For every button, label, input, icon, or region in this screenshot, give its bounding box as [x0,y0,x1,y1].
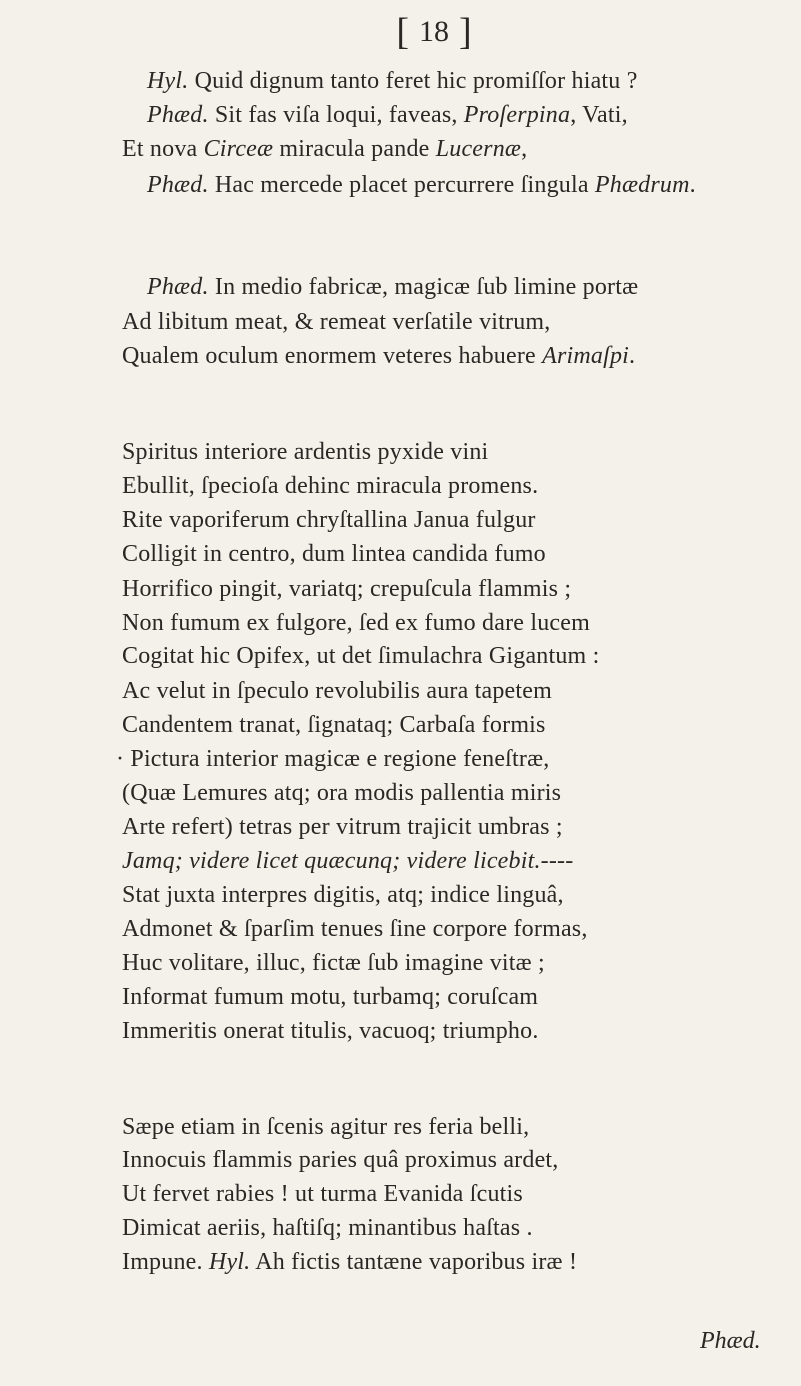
verse-line: Phæd. Hac mercede placet percurrere ſingula Phædrum. [147,172,696,198]
verse-line: Ad libitum meat, & remeat verſatile vitrum, [122,309,551,335]
verse-line: Ebullit, ſpecioſa dehinc miracula promens. [122,473,539,499]
verse-line: Dimicat aeriis, haſtiſq; minantibus haſtas . [122,1215,533,1241]
verse-line: Hyl. Quid dignum tanto feret hic promiſſor hiatu ? [147,68,638,94]
bracket-close: ] [459,11,472,53]
verse-line: Candentem tranat, ſignataq; Carbaſa formis [122,712,546,738]
verse-line: Immeritis onerat titulis, vacuoq; triumpho. [122,1018,539,1044]
verse-line: Arte refert) tetras per vitrum trajicit umbras ; [122,814,563,840]
verse-line: Non fumum ex fulgore, ſed ex fumo dare lucem [122,610,590,636]
verse-line: Innocuis flammis paries quâ proximus ardet, [122,1147,559,1173]
verse-line: Stat juxta interpres digitis, atq; indice linguâ, [122,882,564,908]
verse-line: Rite vaporiferum chryſtallina Janua fulgur [122,507,536,533]
verse-line: Cogitat hic Opifex, ut det ſimulachra Gigantum : [122,643,600,669]
verse-line: Qualem oculum enormem veteres habuere Arimaſpi. [122,343,636,369]
verse-line: Ac velut in ſpeculo revolubilis aura tapetem [122,678,552,704]
bracket-open: [ [396,11,409,53]
verse-line: Huc volitare, illuc, fictæ ſub imagine vitæ ; [122,950,545,976]
verse-line: Colligit in centro, dum lintea candida fumo [122,541,546,567]
verse-line: Jamq; videre licet quæcunq; videre licebit.---- [122,848,574,874]
page-number-value: 18 [419,15,449,48]
verse-line: (Quæ Lemures atq; ora modis pallentia miris [122,780,562,806]
page-number [372,6,496,58]
verse-line: Sæpe etiam in ſcenis agitur res feria belli, [122,1114,530,1140]
verse-line: Et nova Circeæ miracula pande Lucernæ, [122,136,528,162]
verse-line: Spiritus interiore ardentis pyxide vini [122,439,489,465]
verse-line: Admonet & ſparſim tenues ſine corpore formas, [122,916,588,942]
catchword: Phæd. [700,1328,761,1354]
verse-line: Phæd. In medio fabricæ, magicæ ſub limine portæ [147,274,639,300]
verse-line: Horrifico pingit, variatq; crepuſcula flammis ; [122,576,572,602]
verse-line: · Pictura interior magicæ e regione feneſtræ, [116,746,550,772]
verse-line: Impune. Hyl. Ah fictis tantæne vaporibus iræ ! [122,1249,578,1275]
verse-line: Informat fumum motu, turbamq; coruſcam [122,984,539,1010]
verse-line: Ut fervet rabies ! ut turma Evanida ſcutis [122,1181,523,1207]
verse-line: Phæd. Sit fas viſa loqui, faveas, Proſerpina, Vati, [147,102,628,128]
